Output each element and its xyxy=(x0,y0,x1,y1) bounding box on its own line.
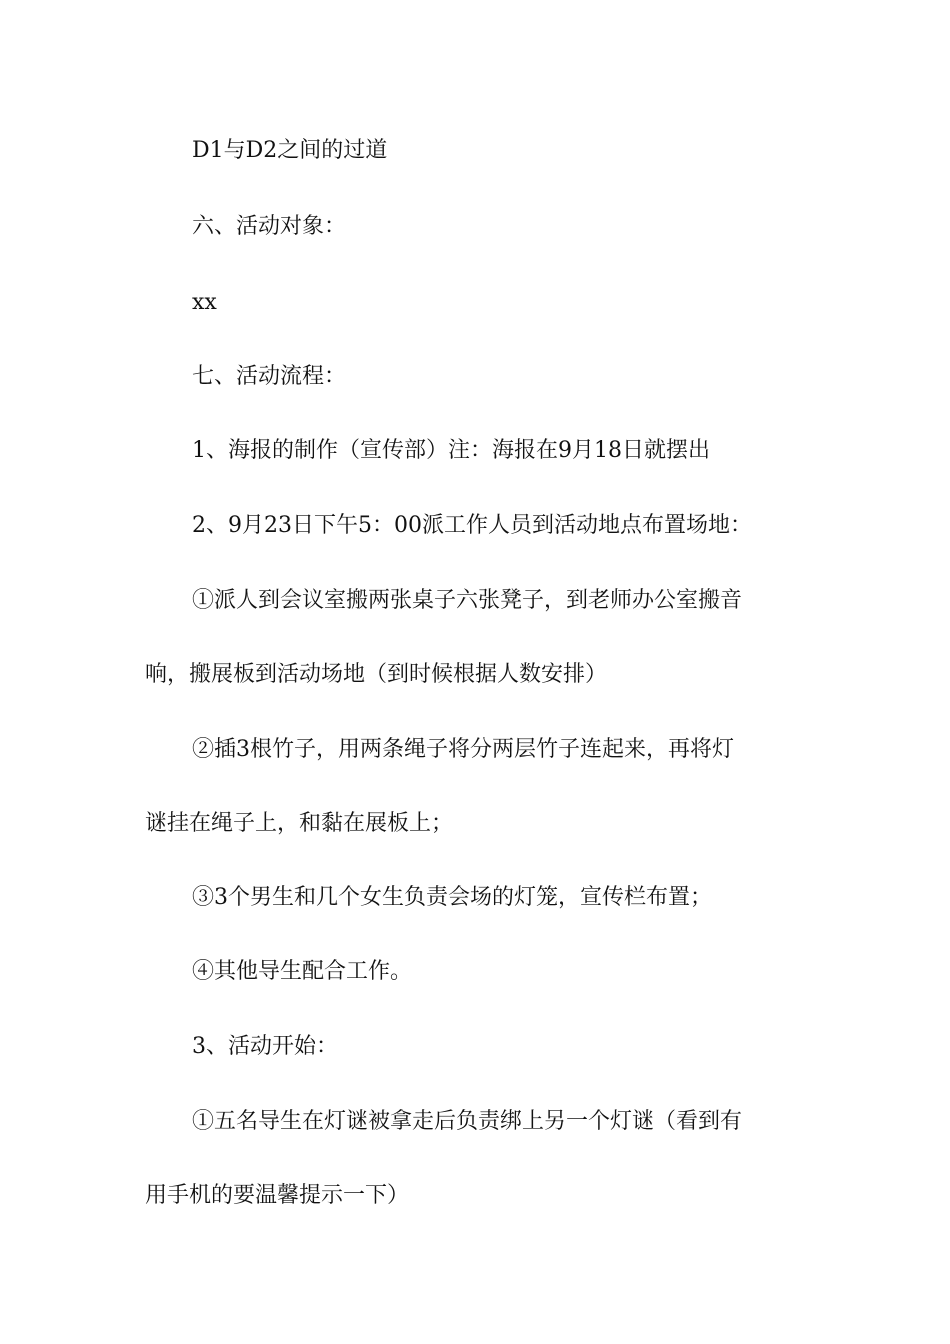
section-heading-7: 七、活动流程： xyxy=(192,364,347,389)
section-heading-6: 六、活动对象： xyxy=(192,214,347,239)
substep-2-line-1: ②插3根竹子，用两条绳子将分两层竹子连起来，再将灯 xyxy=(192,737,734,762)
substep-2-line-2: 谜挂在绳子上，和黏在展板上； xyxy=(145,811,454,836)
target-audience-text: xx xyxy=(192,290,217,315)
step-3-substep-1-line-1: ①五名导生在灯谜被拿走后负责绑上另一个灯谜（看到有 xyxy=(192,1109,743,1134)
process-step-2: 2、9月23日下午5：00派工作人员到活动地点布置场地： xyxy=(192,513,752,538)
step-3-substep-1-line-2: 用手机的要温馨提示一下） xyxy=(145,1183,410,1208)
substep-1-line-2: 响，搬展板到活动场地（到时候根据人数安排） xyxy=(145,662,608,687)
location-line: D1与D2之间的过道 xyxy=(192,138,388,163)
process-step-1: 1、海报的制作（宣传部）注：海报在9月18日就摆出 xyxy=(192,438,710,463)
substep-4: ④其他导生配合工作。 xyxy=(192,959,413,984)
substep-3: ③3个男生和几个女生负责会场的灯笼，宣传栏布置； xyxy=(192,885,712,910)
process-step-3: 3、活动开始： xyxy=(192,1034,338,1059)
substep-1-line-1: ①派人到会议室搬两张桌子六张凳子，到老师办公室搬音 xyxy=(192,588,743,613)
